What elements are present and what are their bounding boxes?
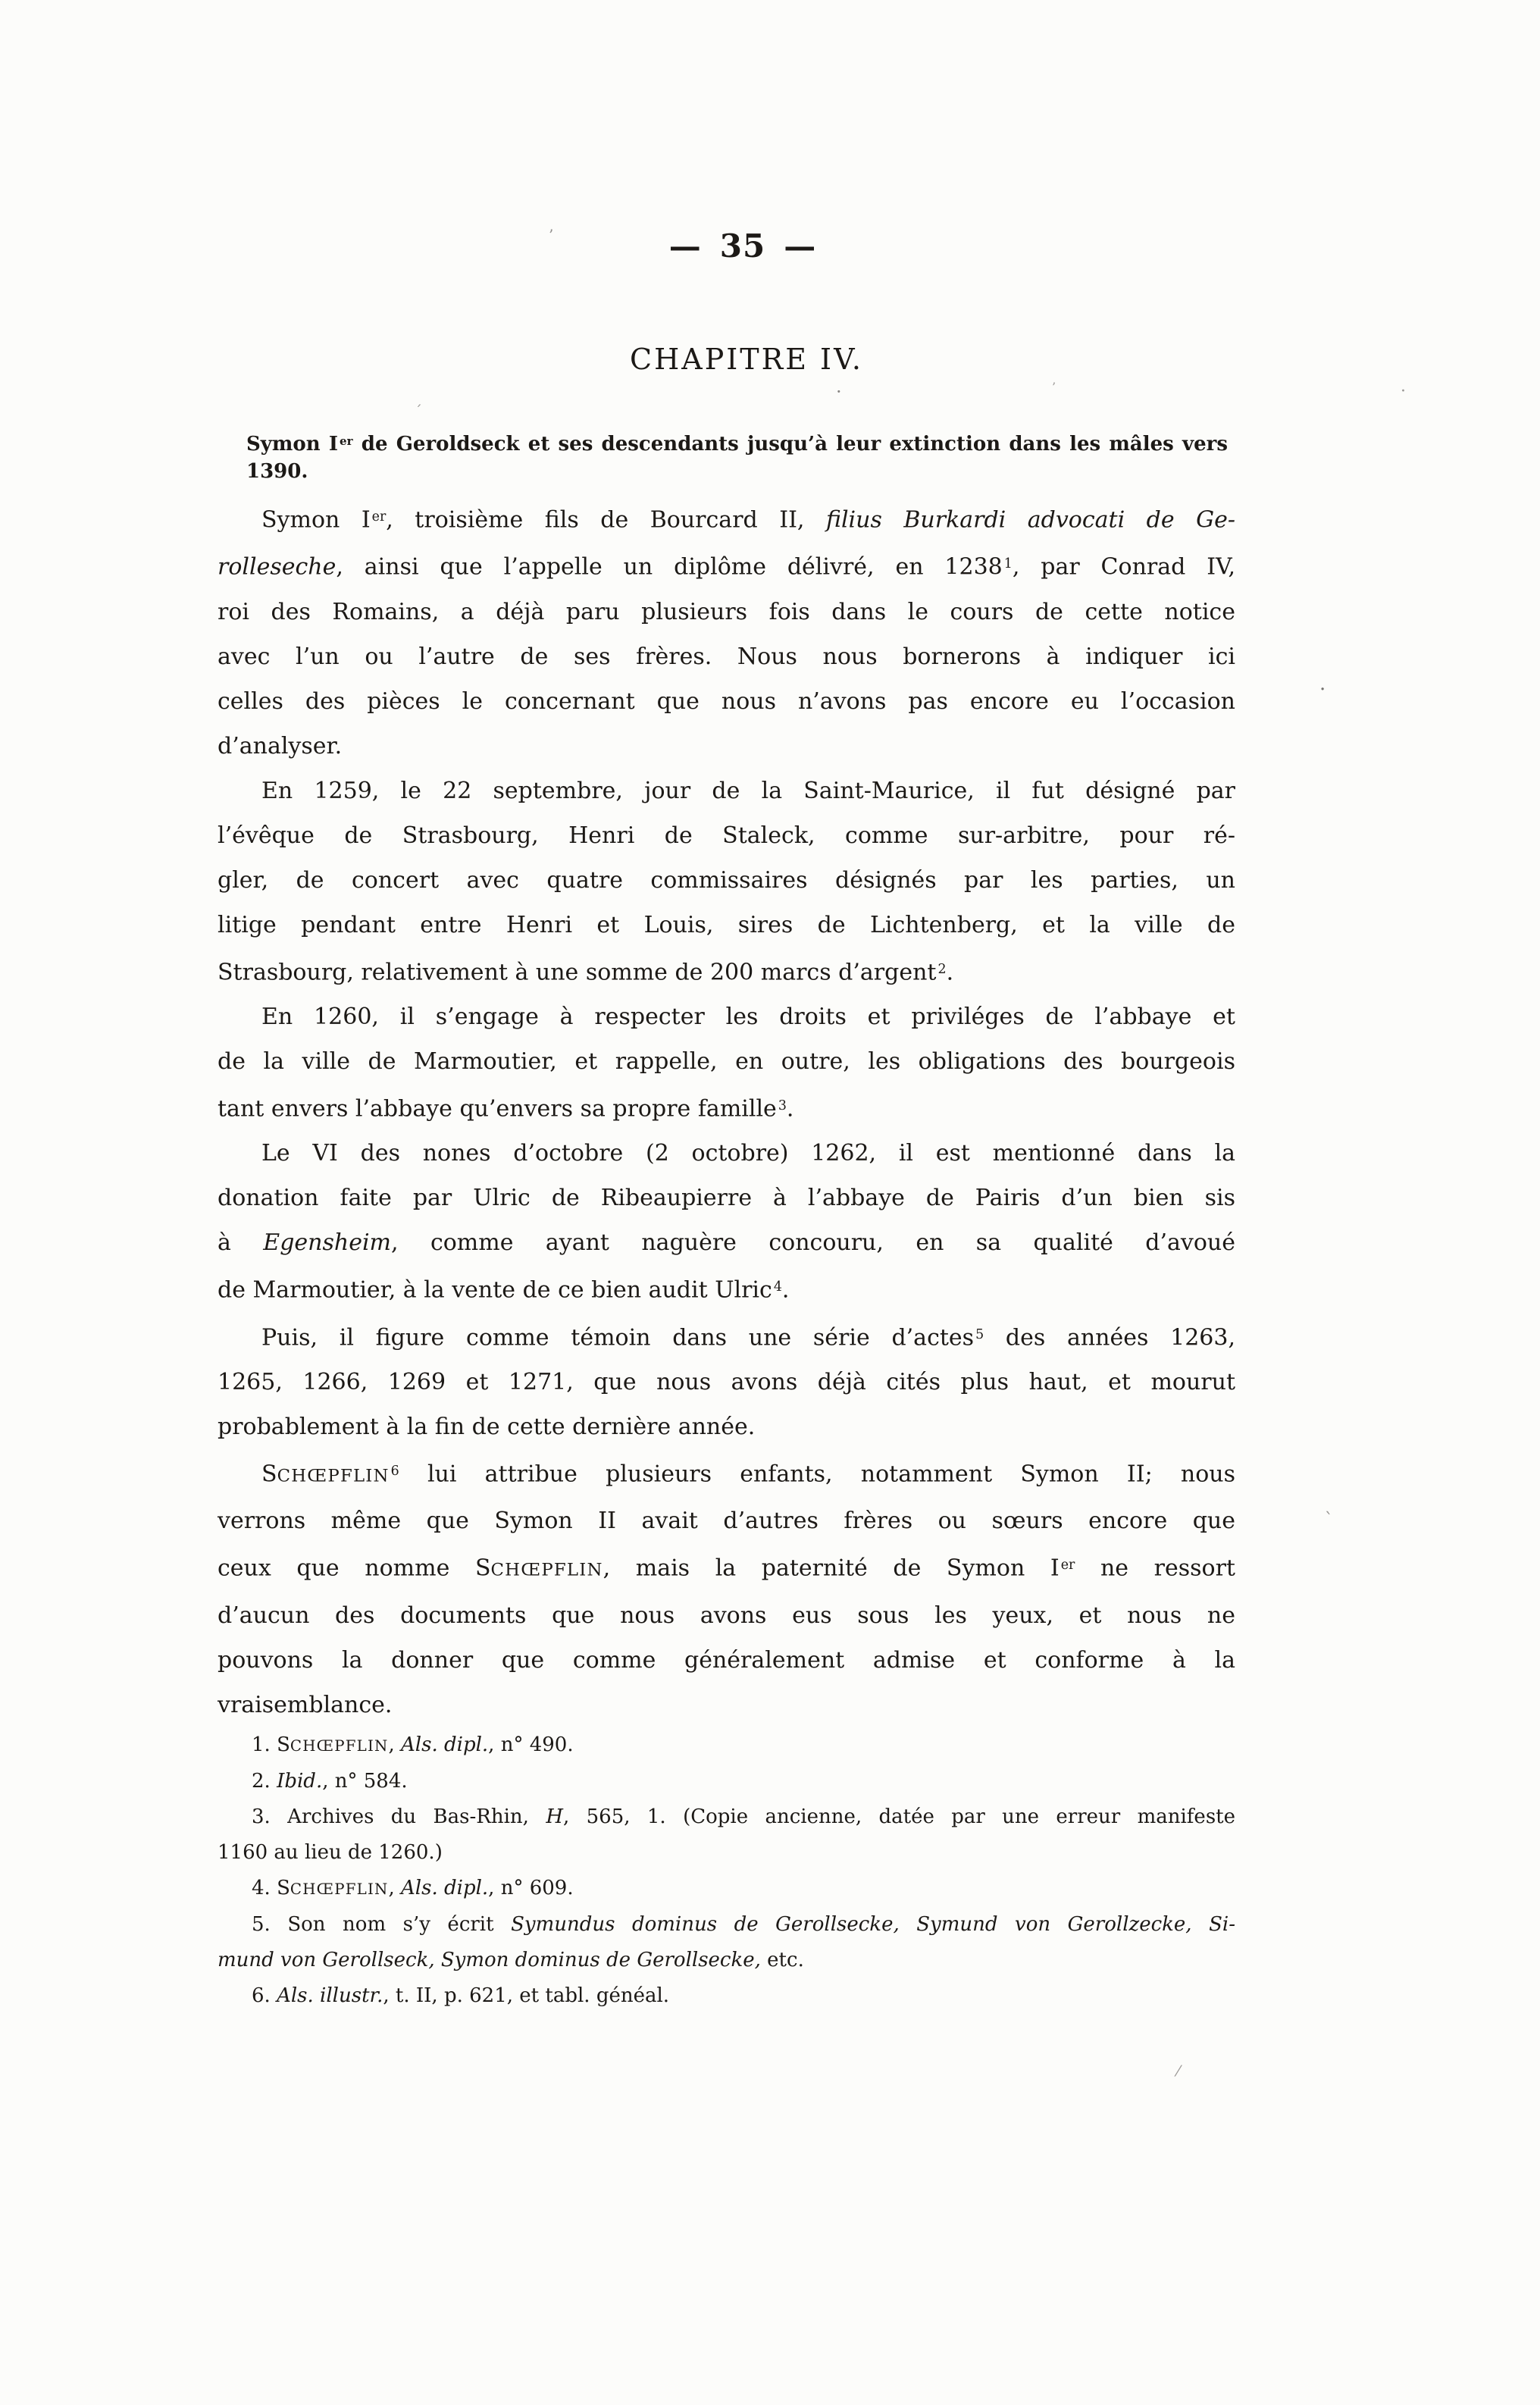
text-run: rolleseche: [218, 553, 336, 581]
text-run: avec l’un ou l’autre de ses frères. Nous nous bornerons à indiquer ici: [218, 643, 1235, 670]
text-run: ,: [388, 1733, 402, 1756]
text-run: , troisième fils de Bourcard II,: [386, 506, 826, 534]
text-run: , 565, 1. (Copie ancienne, datée par une erreur manifeste: [563, 1805, 1235, 1828]
footnote-marker: er: [371, 509, 387, 525]
text-run: Symon I: [246, 433, 339, 456]
text-run: CHŒPFLIN: [290, 1880, 389, 1898]
text-run: Egensheim: [263, 1229, 391, 1257]
text-run: Puis, il figure comme témoin dans une série d’actes: [261, 1324, 975, 1351]
scan-speck: ⁄: [1177, 2062, 1180, 2080]
text-line: [218, 1683, 1235, 1727]
text-run: gler, de concert avec quatre commissaires désignés par les parties, un: [218, 866, 1235, 894]
text-run: , t. II, p. 621, et tabl. généal.: [383, 1984, 670, 2007]
text-run: de Geroldseck et ses descendants jusqu’à leur extinction dans les mâles vers 1390.: [246, 433, 1228, 484]
text-run: .: [946, 959, 954, 986]
footnote-marker: 4: [773, 1279, 782, 1295]
text-run: de Marmoutier, à la vente de ce bien audit Ulric: [218, 1276, 772, 1304]
text-line: [218, 1543, 1235, 1592]
text-line: [218, 542, 1235, 589]
text-line: [218, 1220, 1235, 1265]
text-line: [218, 1360, 1235, 1404]
text-run: celles des pièces le concernant que nous n’avons pas encore eu l’occasion: [218, 687, 1235, 715]
text-line: [218, 1799, 1235, 1835]
footnote: [218, 1799, 1235, 1871]
text-line: [218, 1943, 1235, 1978]
text-line: [218, 994, 1235, 1039]
text-run: lui attribue plusieurs enfants, notamment Symon II; nous: [399, 1461, 1235, 1488]
text-run: .: [786, 1095, 794, 1123]
scan-speck: ·: [836, 381, 842, 402]
text-run: 2.: [252, 1770, 277, 1793]
text-line: [218, 1871, 1235, 1907]
header-dash-right: —: [784, 227, 817, 265]
text-line: [218, 1593, 1235, 1638]
text-run: , n° 490.: [488, 1733, 574, 1756]
text-line: [218, 813, 1235, 858]
header-dash-left: —: [668, 227, 702, 265]
text-run: , par Conrad IV,: [1012, 553, 1236, 581]
footnote: [218, 1764, 1235, 1799]
text-run: l’évêque de Strasbourg, Henri de Staleck, comme sur-arbitre, pour ré-: [218, 822, 1235, 849]
text-line: [218, 1039, 1235, 1084]
text-run: ceux que nomme S: [218, 1555, 491, 1582]
text-line: [218, 1449, 1235, 1498]
text-run: 3. Archives du Bas-Rhin,: [252, 1805, 546, 1828]
text-run: mund von Gerollseck, Symon dominus de Gerollsecke,: [218, 1949, 761, 1971]
text-run: des années 1263,: [984, 1324, 1236, 1351]
scan-speck: ’: [549, 226, 554, 244]
text-line: [218, 1907, 1235, 1943]
text-run: etc.: [760, 1949, 804, 1971]
text-run: S: [261, 1461, 277, 1488]
body-text: [218, 495, 1235, 1727]
text-run: 4. S: [252, 1877, 290, 1899]
text-line: [218, 1084, 1235, 1131]
text-line: [218, 1638, 1235, 1683]
footnote-marker: 3: [778, 1098, 787, 1114]
text-line: [218, 1313, 1235, 1360]
text-run: ,: [388, 1877, 402, 1899]
text-run: Le VI des nones d’octobre (2 octobre) 1262, il est mentionné dans la: [261, 1140, 1235, 1167]
scan-speck: ·: [1401, 382, 1406, 401]
text-run: En 1259, le 22 septembre, jour de la Saint-Maurice, il fut désigné par: [261, 777, 1235, 804]
text-run: 1. S: [252, 1733, 290, 1756]
page-number: 35: [719, 227, 766, 265]
text-line: [218, 947, 1235, 994]
text-run: Symon I: [261, 506, 371, 534]
text-run: d’analyser.: [218, 732, 343, 759]
text-run: à: [218, 1229, 264, 1257]
text-run: , comme ayant naguère concouru, en sa qualité d’avoué: [391, 1229, 1236, 1257]
text-run: Symundus dominus de Gerollsecke, Symund von Gerollzecke, Si-: [511, 1913, 1235, 1936]
paragraph: [218, 1313, 1235, 1449]
footnote: [218, 1727, 1235, 1764]
text-run: roi des Romains, a déjà paru plusieurs fois dans le cours de cette notice: [218, 598, 1235, 625]
text-run: Als. illustr.: [277, 1984, 383, 2007]
page-header: [0, 227, 1485, 265]
text-run: CHŒPFLIN: [290, 1737, 389, 1755]
text-run: En 1260, il s’engage à respecter les droits et priviléges de l’abbaye et: [261, 1004, 1235, 1031]
text-run: ne ressort: [1075, 1555, 1235, 1582]
text-line: [218, 769, 1235, 813]
chapter-title: CHAPITRE IV.: [630, 343, 863, 376]
text-run: filius Burkardi advocati de Ge-: [825, 506, 1235, 534]
text-run: Ibid.: [277, 1770, 323, 1793]
text-run: Als. dipl.: [401, 1733, 489, 1756]
paragraph: [218, 994, 1235, 1131]
text-run: de la ville de Marmoutier, et rappelle, en outre, les obligations des bourgeois: [218, 1048, 1235, 1076]
footnote-marker: 1: [1003, 556, 1013, 572]
footnote: [218, 1907, 1235, 1978]
text-run: donation faite par Ulric de Ribeaupierre à l’abbaye de Pairis d’un bien sis: [218, 1185, 1235, 1212]
text-run: , n° 584.: [322, 1770, 408, 1793]
text-run: pouvons la donner que comme généralement admise et conforme à la: [218, 1646, 1235, 1674]
text-run: , ainsi que l’appelle un diplôme délivré, en 1238: [336, 553, 1003, 581]
scan-speck: `: [1325, 1511, 1333, 1530]
footnote-marker: er: [340, 434, 353, 448]
footnote: [218, 1871, 1235, 1907]
footnote-marker: er: [1060, 1558, 1075, 1574]
text-line: [218, 1176, 1235, 1220]
text-line: [218, 1835, 1235, 1871]
text-run: d’aucun des documents que nous avons eus sous les yeux, et nous ne: [218, 1602, 1235, 1629]
text-line: [218, 1404, 1235, 1449]
text-run: Als. dipl.: [401, 1877, 489, 1899]
text-run: , n° 609.: [488, 1877, 574, 1899]
text-line: [218, 1978, 1235, 2014]
text-run: litige pendant entre Henri et Louis, sires de Lichtenberg, et la ville de: [218, 911, 1235, 938]
text-run: probablement à la fin de cette dernière année.: [218, 1414, 756, 1441]
text-run: 1265, 1266, 1269 et 1271, que nous avons déjà cités plus haut, et mourut: [218, 1369, 1235, 1396]
text-run: CHŒPFLIN: [490, 1560, 603, 1580]
text-line: [218, 1764, 1235, 1799]
text-run: tant envers l’abbaye qu’envers sa propre famille: [218, 1095, 777, 1123]
footnote-marker: 5: [975, 1326, 984, 1342]
text-run: 1160 au lieu de 1260.): [218, 1841, 443, 1864]
scan-speck: ·: [1319, 678, 1326, 701]
text-run: Strasbourg, relativement à une somme de 200 marcs d’argent: [218, 959, 937, 986]
paragraph: [218, 495, 1235, 769]
text-line: [218, 1265, 1235, 1312]
paragraph: [218, 1449, 1235, 1727]
text-run: , mais la paternité de Symon I: [603, 1555, 1060, 1582]
footnote-marker: 6: [390, 1464, 399, 1480]
text-line: [218, 1498, 1235, 1543]
paragraph: [218, 1131, 1235, 1312]
text-line: [218, 495, 1235, 542]
text-run: H: [546, 1805, 563, 1828]
text-line: [218, 1131, 1235, 1176]
text-line: [218, 858, 1235, 903]
scan-speck: ’: [1052, 380, 1056, 394]
scan-speck: ´: [415, 402, 422, 420]
text-line: [218, 634, 1235, 679]
section-heading: [246, 427, 1228, 485]
text-line: [218, 679, 1235, 724]
footnotes: [218, 1727, 1235, 2014]
text-run: vraisemblance.: [218, 1691, 393, 1718]
text-run: 6.: [252, 1984, 277, 2007]
text-line: [218, 590, 1235, 634]
text-line: [218, 1727, 1235, 1764]
text-run: verrons même que Symon II avait d’autres frères ou sœurs encore que: [218, 1508, 1235, 1535]
text-line: [218, 724, 1235, 769]
text-line: [218, 903, 1235, 947]
text-run: 5. Son nom s’y écrit: [252, 1913, 512, 1936]
footnote-marker: 2: [937, 961, 947, 977]
text-run: CHŒPFLIN: [277, 1466, 390, 1486]
text-run: .: [781, 1276, 790, 1304]
footnote: [218, 1978, 1235, 2014]
paragraph: [218, 769, 1235, 994]
